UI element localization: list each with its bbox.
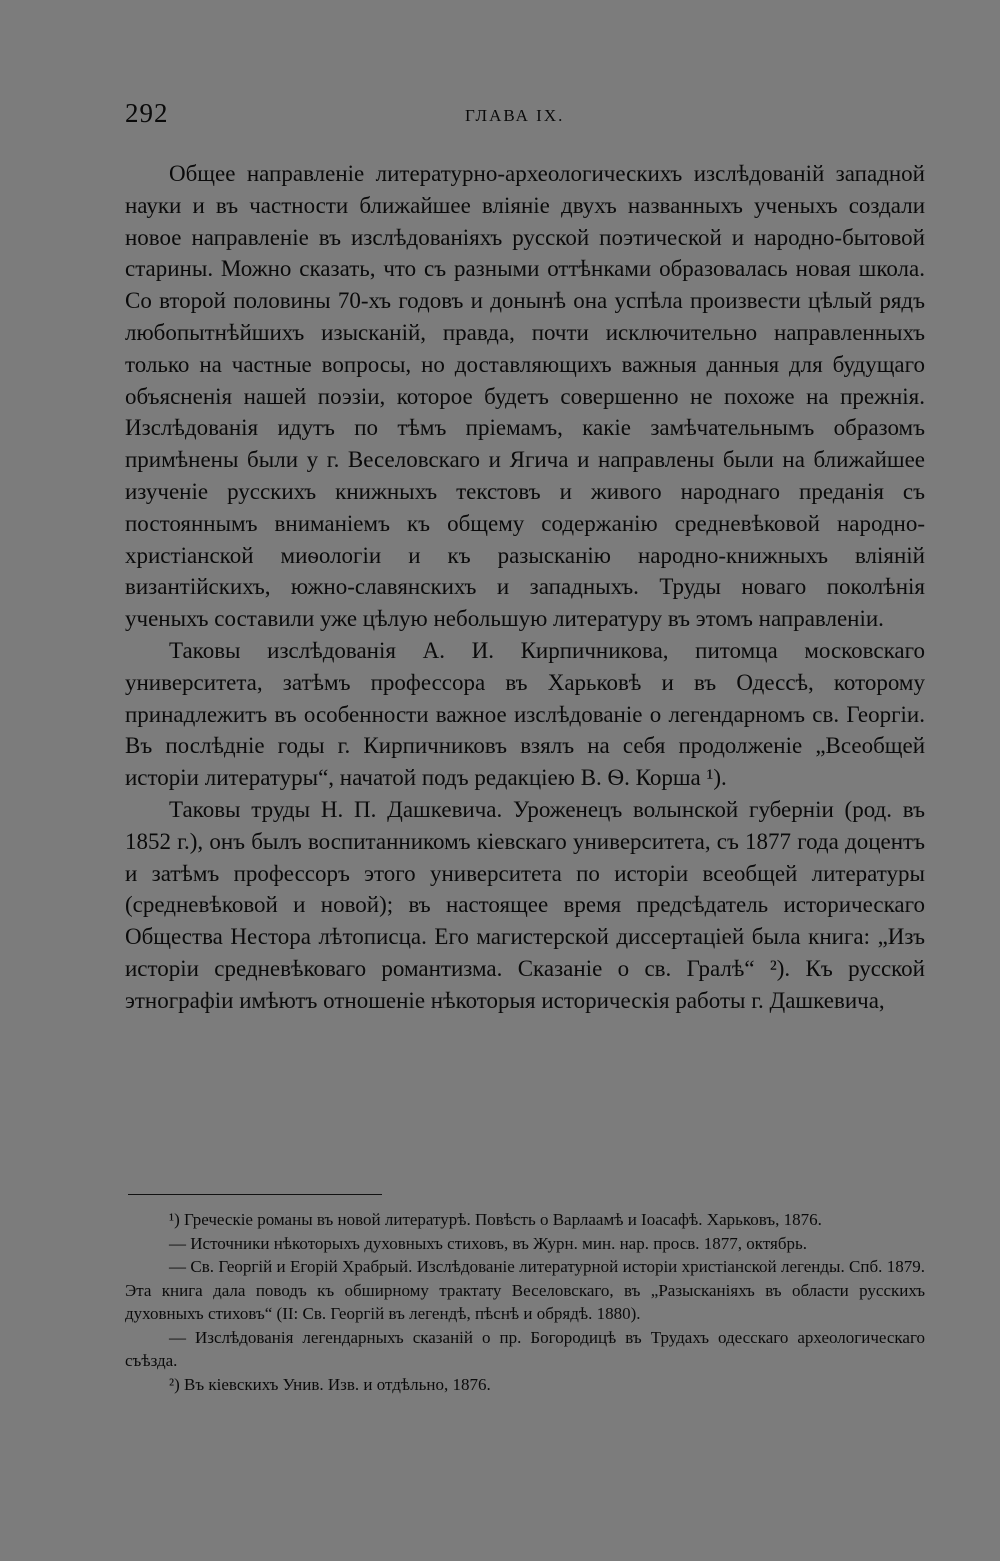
page-number: 292 bbox=[125, 98, 169, 128]
footnote: — Источники нѣкоторыхъ духовныхъ стиховъ, въ Журн. мин. нар. просв. 1877, октябрь. bbox=[169, 1233, 808, 1253]
footnote: ²) Въ кіевскихъ Унив. Изв. и отдѣльно, 1876. bbox=[169, 1374, 491, 1394]
paragraph: Таковы труды Н. П. Дашкевича. Уроженецъ волынской губерніи (род. въ 1852 г.), онъ былъ воспитанникомъ кіевскаго университета, съ 1877 года доцентъ и затѣмъ профессоръ этого университета по исторіи всеобщей литературы (средневѣковой и новой); въ настоящее время предсѣдатель историческаго Общества Нестора лѣтописца. Его магистерской диссертаціей была книга: „Изъ исторіи средневѣковаго романтизма. Сказаніе о св. Гралѣ“ ²). Къ русской этнографіи имѣютъ отношеніе нѣкоторыя историческія работы г. Дашкевича, bbox=[125, 796, 925, 1013]
footnote-divider bbox=[128, 1194, 382, 1195]
footnotes bbox=[125, 1208, 925, 1396]
page-header bbox=[125, 98, 925, 134]
footnote: — Изслѣдованія легендарныхъ сказаній о пр. Богородицѣ въ Трудахъ одесскаго археологическаго съѣзда. bbox=[125, 1327, 925, 1370]
running-title: ГЛАВА IX. bbox=[465, 106, 565, 125]
footnote: ¹) Греческіе романы въ новой литературѣ. Повѣсть о Варлаамѣ и Іоасафѣ. Харьковъ, 1876. bbox=[169, 1210, 822, 1229]
footnote: — Св. Георгій и Егорій Храбрый. Изслѣдованіе литературной исторіи христіанской легенды. Спб. 1879. Эта книга дала поводъ къ обширному трактату Веселовскаго, въ „Разысканіяхъ въ области русскихъ духовныхъ стиховъ“ (II: Св. Георгій въ легендѣ, пѣснѣ и обрядѣ. 1880). bbox=[125, 1257, 925, 1323]
main-text bbox=[125, 158, 925, 1017]
paragraph: Общее направленіе литературно-археологическихъ изслѣдованій западной науки и въ частности ближайшее вліяніе двухъ названныхъ ученыхъ создали новое направленіе въ изслѣдованіяхъ русской поэтической и народно-бытовой старины. Можно сказать, что съ разными оттѣнками образовалась новая школа. Со второй половины 70-хъ годовъ и донынѣ она успѣла произвести цѣлый рядъ любопытнѣйшихъ изысканій, правда, почти исключительно направленныхъ только на частные вопросы, но доставляющихъ важныя данныя для будущаго объясненія нашей поэзіи, которое будетъ совершенно не похоже на прежнія. Изслѣдованія идутъ по тѣмъ пріемамъ, какіе замѣчательнымъ образомъ примѣнены были у г. Веселовскаго и Ягича и направлены были на ближайшее изученіе русскихъ книжныхъ текстовъ и живого народнаго преданія съ постояннымъ вниманіемъ къ общему содержанію средневѣковой народно-христіанской миѳологіи и къ разысканію народно-книжныхъ вліяній византійскихъ, южно-славянскихъ и западныхъ. Труды новаго поколѣнія ученыхъ составили уже цѣлую небольшую литературу въ этомъ направленіи. bbox=[125, 161, 925, 632]
paragraph: Таковы изслѣдованія А. И. Кирпичникова, питомца московскаго университета, затѣмъ профессора въ Харьковѣ и въ Одессѣ, которому принадлежитъ въ особенности важное изслѣдованіе о легендарномъ св. Георгіи. Въ послѣдніе годы г. Кирпичниковъ взялъ на себя продолженіе „Всеобщей исторіи литературы“, начатой подъ редакціею В. Ѳ. Корша ¹). bbox=[125, 637, 925, 791]
